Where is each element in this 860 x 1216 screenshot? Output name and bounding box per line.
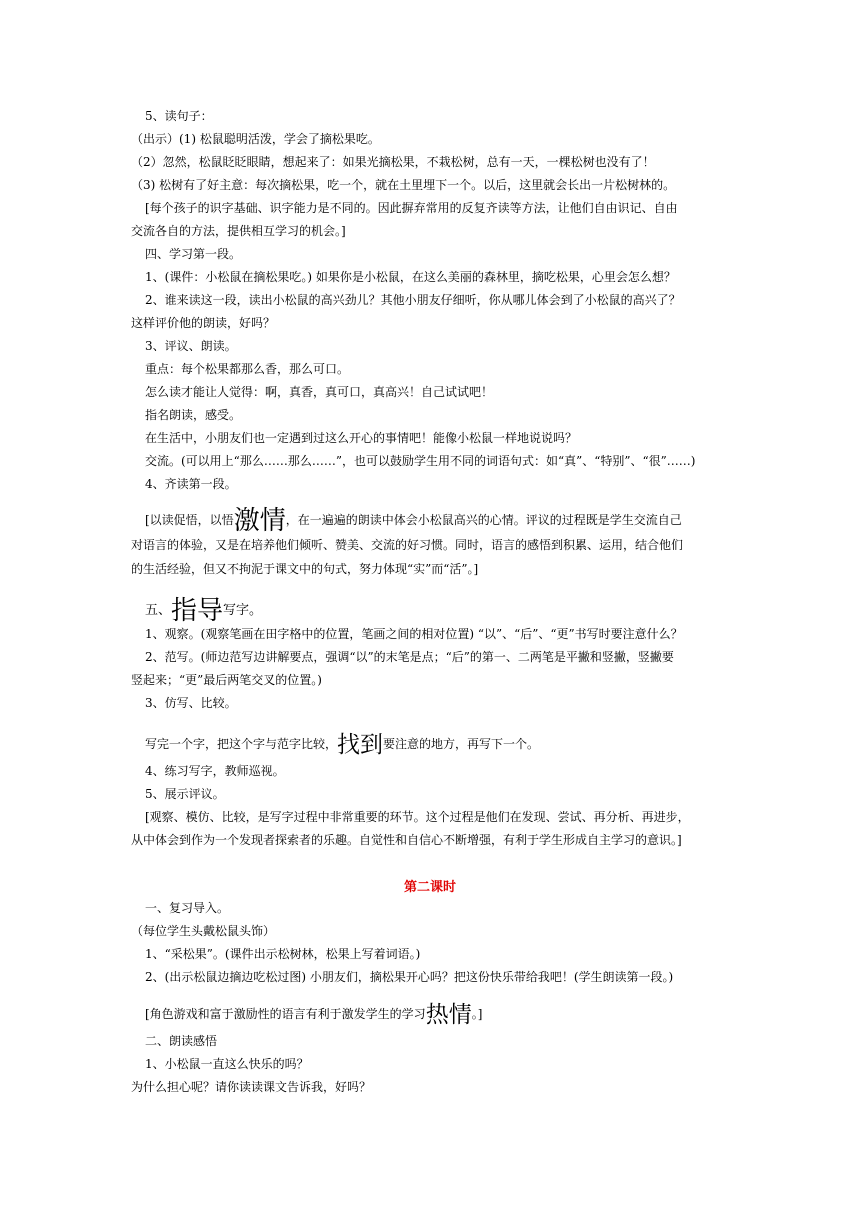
text-line: 竖起来；“更”最后两笔交叉的位置。) [131, 673, 322, 687]
text-span: 写完一个字，把这个字与范字比较， [145, 737, 338, 751]
comment-line: 从中体会到作为一个发现者探索者的乐趣。自觉性和自信心不断增强，有利于学生形成自主学习的意识。] [131, 833, 682, 847]
emphasis-text: 指导 [171, 596, 224, 626]
section-heading: 一、复习导入。 [145, 901, 230, 915]
text-span: [以读促悟，以悟 [145, 513, 234, 527]
emphasis-text: 热情 [425, 1002, 472, 1028]
text-line: 在生活中，小朋友们也一定遇到过这么开心的事情吧！能像小松鼠一样地说说吗？ [145, 431, 578, 445]
text-line: 5、读句子： [145, 109, 213, 123]
text-line: 4、练习写字，教师巡视。 [145, 764, 285, 778]
text-line: 为什么担心呢？请你读读课文告诉我，好吗？ [131, 1080, 372, 1094]
text-line: 指名朗读，感受。 [145, 408, 242, 422]
text-line [145, 731, 539, 759]
emphasis-text: 找到 [337, 732, 384, 758]
text-line: 1、观察。(观察笔画在田字格中的位置，笔画之间的相对位置) “以”、“后”、“更”书写时要注意什么？ [145, 627, 683, 641]
text-line: 交流各自的方法，提供相互学习的机会。] [131, 224, 346, 238]
text-line: 交流。(可以用上“那么……那么……”，也可以鼓励学生用不同的词语句式：如“真”、“特别”、“很”……) [145, 454, 696, 468]
section-heading: 二、朗读感悟 [145, 1034, 218, 1048]
text-line: 重点：每个松果都那么香，那么可口。 [145, 362, 350, 376]
text-line: 2、范写。(师边范写边讲解要点，强调“以”的末笔是点；“后”的第一、二两笔是平撇和竖撇，竖撇要 [145, 650, 674, 664]
text-span: 写字。 [223, 603, 263, 618]
comment-line: 的生活经验，但又不拘泥于课文中的句式，努力体现“实”而“活”。] [131, 562, 479, 576]
comment-line: 对语言的体验，又是在培养他们倾听、赞美、交流的好习惯。同时，语言的感悟到积累、运用，结合他们 [131, 538, 684, 552]
text-line: （3) 松树有了好主意：每次摘松果，吃一个，就在土里埋下一个。以后，这里就会长出一片松树林的。 [131, 178, 676, 192]
text-line: 2、谁来读这一段，读出小松鼠的高兴劲儿？其他小朋友仔细听，你从哪儿体会到了小松鼠的高兴了？ [145, 293, 681, 307]
text-line: 怎么读才能让人觉得：啊，真香，真可口，真高兴！自己试试吧！ [145, 385, 494, 399]
comment-line [145, 506, 682, 536]
comment-line: [观察、模仿、比较，是写字过程中非常重要的环节。这个过程是他们在发现、尝试、再分析、再进步， [145, 810, 690, 824]
text-span: ，在一遍遍的朗读中体会小松鼠高兴的心情。评议的过程既是学生交流自己 [285, 513, 682, 527]
text-span: 要注意的地方，再写下一个。 [383, 737, 540, 751]
text-line: 4、齐读第一段。 [145, 477, 237, 491]
text-line: 2、(出示松鼠边摘边吃松过图) 小朋友们，摘松果开心吗？把这份快乐带给我吧！(学生朗读第一段。) [145, 970, 674, 984]
emphasis-text: 激情 [233, 506, 286, 536]
text-line: 1、“采松果”。(课件出示松树林，松果上写着词语。) [145, 947, 421, 961]
text-line: 3、评议、朗读。 [145, 339, 237, 353]
text-line: 3、仿写、比较。 [145, 696, 237, 710]
text-line: 这样评价他的朗读，好吗？ [131, 316, 276, 330]
text-span: [角色游戏和富于激励性的语言有利于激发学生的学习 [145, 1007, 426, 1021]
text-line: （每位学生头戴松鼠头饰） [131, 924, 276, 938]
text-line: （出示）(1) 松鼠聪明活泼，学会了摘松果吃。 [131, 132, 380, 146]
section-heading: 四、学习第一段。 [145, 247, 242, 261]
section-title: 第二课时 [403, 880, 456, 895]
text-line: （2）忽然，松鼠眨眨眼睛，想起来了：如果光摘松果，不栽松树，总有一天，一棵松树也没有了！ [131, 155, 655, 169]
text-line: 5、展示评议。 [145, 787, 225, 801]
text-span: 五、 [145, 603, 172, 618]
text-line: [每个孩子的识字基础、识字能力是不同的。因此摒弃常用的反复齐读等方法，让他们自由识记、自由 [145, 201, 678, 215]
comment-line [145, 1001, 482, 1029]
text-line: 1、小松鼠一直这么快乐的吗？ [145, 1057, 309, 1071]
text-line: 1、(课件：小松鼠在摘松果吃。) 如果你是小松鼠，在这么美丽的森林里，摘吃松果，心里会怎么想？ [145, 270, 676, 284]
text-span: 。] [471, 1007, 483, 1021]
section-heading [145, 596, 262, 626]
